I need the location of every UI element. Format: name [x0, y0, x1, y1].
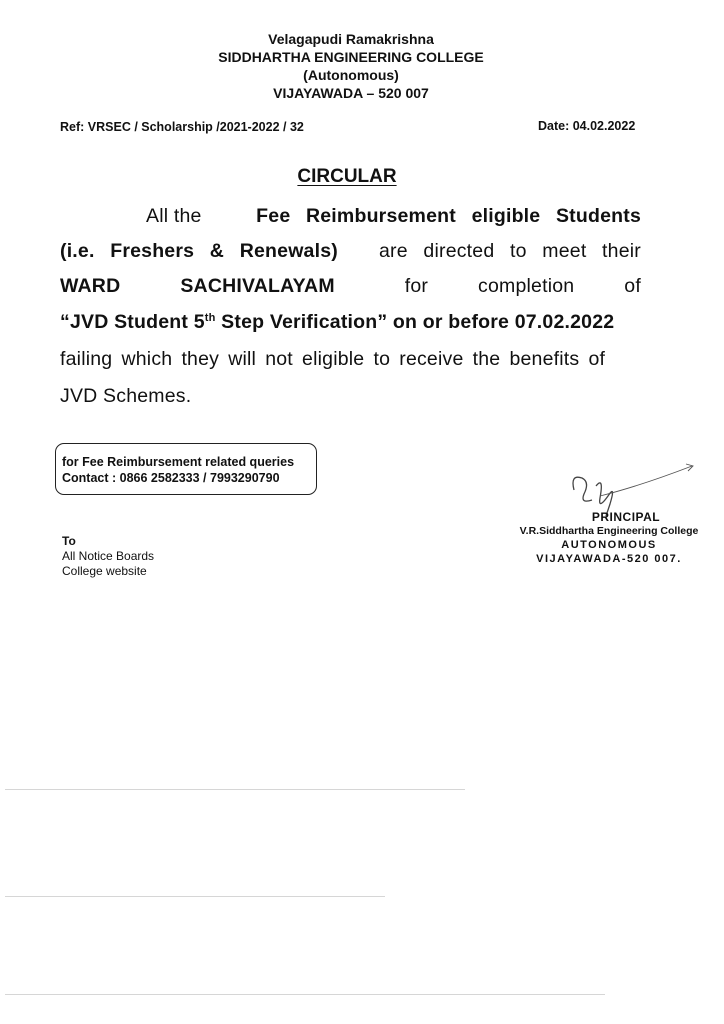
contact-box-line-2: Contact : 0866 2582333 / 7993290790: [62, 471, 280, 485]
stamp-role: PRINCIPAL: [591, 510, 661, 524]
body-text-bold: “JVD Student 5: [60, 311, 205, 333]
recipients-to: To: [62, 534, 76, 548]
recipient-college-website: College website: [62, 564, 147, 578]
body-text: for: [404, 275, 429, 297]
reference-number: Ref: VRSEC / Scholarship /2021-2022 / 32: [60, 120, 304, 134]
body-text-bold: WARD: [60, 275, 121, 297]
body-line-1: [60, 205, 641, 228]
body-text-bold: (i.e. Freshers & Renewals): [60, 240, 338, 262]
header-line-2: SIDDHARTHA ENGINEERING COLLEGE: [218, 49, 484, 65]
body-text: All the: [146, 205, 202, 227]
body-line-6: JVD Schemes.: [60, 385, 192, 407]
body-text: are directed to meet their: [379, 240, 641, 262]
circular-title-text: CIRCULAR: [297, 166, 397, 187]
scan-artifact-line: [5, 789, 465, 790]
body-line-2: [60, 240, 641, 263]
header-line-3: (Autonomous): [303, 67, 399, 83]
circular-title: [0, 166, 724, 188]
body-line-3: [60, 275, 641, 298]
body-text: of: [624, 275, 641, 297]
scan-artifact-line: [5, 994, 605, 995]
header-line-1: Velagapudi Ramakrishna: [268, 31, 434, 47]
contact-box: [55, 443, 317, 495]
body-text-bold: Step Verification” on or before 07.02.2022: [215, 311, 615, 333]
stamp-autonomous: AUTONOMOUS: [561, 539, 657, 551]
stamp-city: VIJAYAWADA-520 007.: [536, 553, 682, 565]
stamp-college: V.R.Siddhartha Engineering College: [519, 525, 699, 537]
body-text-bold: SACHIVALAYAM: [180, 275, 335, 297]
header-line-4: VIJAYAWADA – 520 007: [273, 85, 429, 101]
body-line-5: failing which they will not eligible to receive the benefits of: [60, 348, 606, 370]
contact-box-line-1: for Fee Reimbursement related queries: [62, 455, 295, 469]
principal-stamp: [500, 510, 718, 566]
body-text: completion: [478, 275, 575, 297]
circular-date: Date: 04.02.2022: [538, 119, 636, 133]
body-line-4: [60, 311, 641, 334]
ordinal-suffix: th: [204, 312, 216, 324]
scan-artifact-line: [5, 896, 385, 897]
college-header: [0, 30, 724, 102]
recipient-notice-boards: All Notice Boards: [62, 549, 155, 563]
body-text-bold: Fee Reimbursement eligible Students: [256, 205, 641, 227]
recipients-block: [62, 534, 154, 579]
